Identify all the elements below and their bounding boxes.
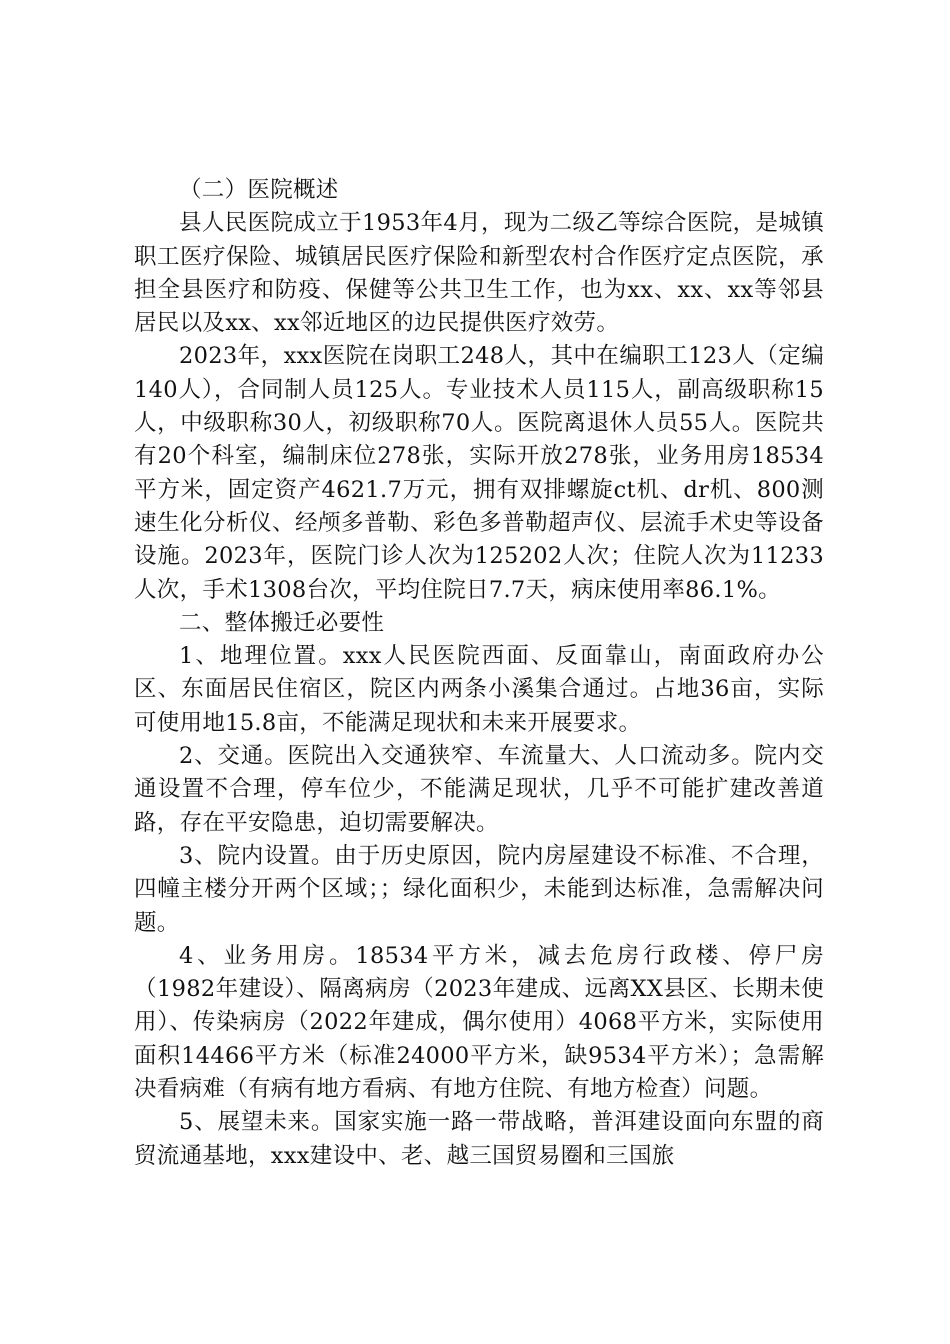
paragraph-location: 1、地理位置。xxx人民医院西面、反面靠山，南面政府办公区、东面居民住宿区，院区内两条小溪集合通过。占地36亩，实际可使用地15.8亩，不能满足现状和未来开展要求。 — [134, 643, 824, 736]
paragraph-hospital-intro: 县人民医院成立于1953年4月，现为二级乙等综合医院，是城镇职工医疗保险、城镇居民医疗保险和新型农村合作医疗定点医院，承担全县医疗和防疫、保健等公共卫生工作，也为xx、xx、xx等邻县居民以及xx、xx邻近地区的边民提供医疗效劳。 — [134, 210, 824, 337]
document-body — [134, 174, 824, 1173]
paragraph-future-outlook: 5、展望未来。国家实施一路一带战略，普洱建设面向东盟的商贸流通基地，xxx建设中、老、越三国贸易圈和三国旅 — [134, 1109, 824, 1169]
paragraph-hospital-statistics: 2023年，xxx医院在岗职工248人，其中在编职工123人（定编140人），合同制人员125人。专业技术人员115人，副高级职称15人，中级职称30人，初级职称70人。医院离退休人员55人。医院共有20个科室，编制床位278张，实际开放278张，业务用房18534平方米，固定资产4621.7万元，拥有双排螺旋ct机、dr机、800测速生化分析仪、经颅多普勒、彩色多普勒超声仪、层流手术史等设备设施。2023年，医院门诊人次为125202人次；住院人次为11233人次，手术1308台次，平均住院日7.7天，病床使用率86.1%。 — [134, 343, 824, 603]
paragraph-business-buildings: 4、业务用房。18534平方米，减去危房行政楼、停尸房（1982年建设）、隔离病房（2023年建成、远离XX县区、长期未使用）、传染病房（2022年建成，偶尔使用）4068平方米，实际使用面积14466平方米（标准24000平方米，缺9534平方米）；急需解决看病难（有病有地方看病、有地方住院、有地方检查）问题。 — [134, 942, 824, 1103]
paragraph-layout: 3、院内设置。由于历史原因，院内房屋建设不标准、不合理，四幢主楼分开两个区域；；绿化面积少，未能到达标准，急需解决问题。 — [134, 842, 824, 936]
paragraph-traffic: 2、交通。医院出入交通狭窄、车流量大、人口流动多。院内交通设置不合理，停车位少，不能满足现状，几乎不可能扩建改善道路，存在平安隐患，迫切需要解决。 — [134, 743, 824, 836]
section-heading-relocation-necessity: 二、整体搬迁必要性 — [179, 609, 385, 636]
section-heading-hospital-overview: （二）医院概述 — [179, 177, 339, 203]
